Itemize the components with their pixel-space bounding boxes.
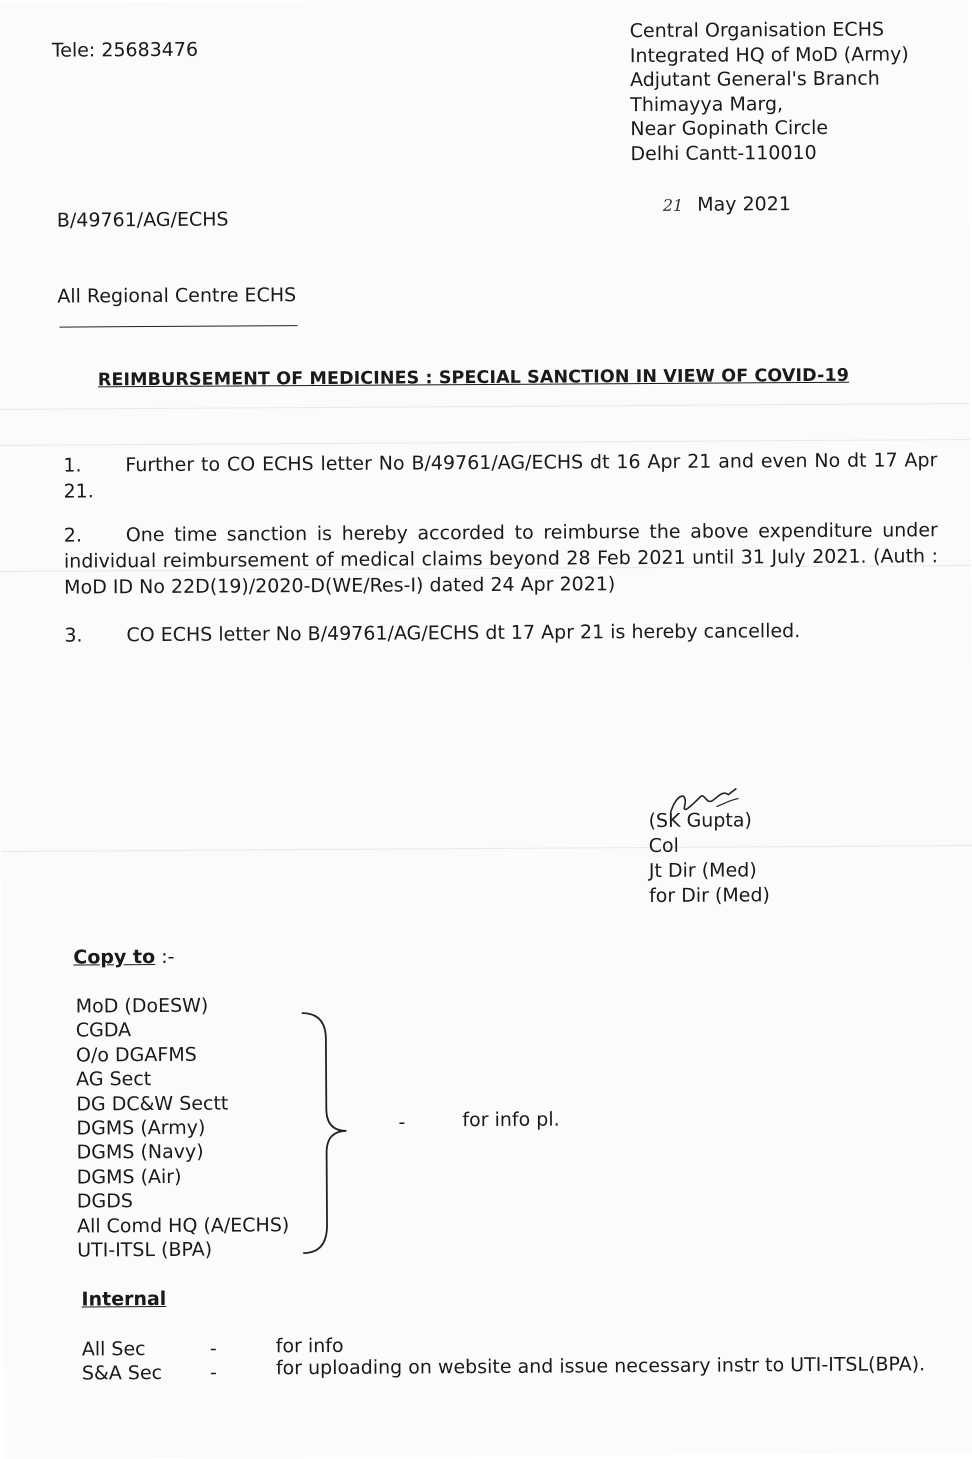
copy-to-title: Copy to	[73, 946, 156, 969]
internal-heading: Internal	[81, 1287, 167, 1311]
addressee: All Regional Centre ECHS	[57, 284, 297, 308]
signatory-name: (SK Gupta)	[648, 809, 752, 833]
signatory-for: for Dir (Med)	[648, 884, 771, 908]
list-item: DG DC&W Sectt	[76, 1092, 229, 1116]
list-item: DGMS (Navy)	[76, 1141, 204, 1164]
date-month-year: May 2021	[697, 193, 791, 216]
letter-date	[663, 192, 791, 218]
scan-artifact-line	[0, 439, 970, 446]
copy-to-heading	[73, 946, 174, 969]
paragraph-2	[64, 517, 938, 600]
paragraph-text: Further to CO ECHS letter No B/49761/AG/ECHS dt 16 Apr 21 and even No dt 17 Apr 21.	[63, 449, 938, 503]
signatory-designation: Jt Dir (Med)	[648, 859, 757, 883]
letter-subject: REIMBURSEMENT OF MEDICINES : SPECIAL SANCTION IN VIEW OF COVID-19	[97, 365, 850, 391]
list-item: O/o DGAFMS	[75, 1043, 197, 1067]
copy-to-suffix: :-	[155, 945, 175, 969]
list-item: All Comd HQ (A/ECHS)	[76, 1213, 290, 1238]
address-line: Thimayya Marg,	[630, 92, 784, 116]
paragraph-3	[64, 617, 938, 648]
address-line: Adjutant General's Branch	[629, 67, 880, 92]
list-item: DGMS (Air)	[76, 1165, 182, 1189]
copy-to-dash: -	[398, 1111, 406, 1134]
internal-row-name: S&A Sec	[81, 1361, 163, 1385]
address-line: Delhi Cantt-110010	[630, 141, 817, 165]
paragraph-text: One time sanction is hereby accorded to reimburse the above expenditure under individual reimbursement of medical claims beyond 28 Feb 2021 until 31 July 2021. (Auth : MoD ID No 22D(19)/2020-D(WE/Res-I) dated 24 Apr 2021)	[63, 519, 939, 599]
list-item: CGDA	[75, 1019, 132, 1042]
address-line: Near Gopinath Circle	[630, 116, 829, 141]
list-item: AG Sect	[76, 1068, 152, 1091]
copy-to-list	[76, 993, 290, 1263]
handwritten-day: 21	[662, 195, 684, 215]
paragraph-number: 2.	[63, 524, 83, 547]
internal-row-purpose: for info	[275, 1334, 344, 1358]
signatory-rank: Col	[648, 834, 679, 858]
list-item: DGMS (Army)	[76, 1116, 206, 1140]
signature-block	[648, 808, 770, 909]
paragraph-number: 3.	[64, 624, 83, 647]
internal-row-purpose: for uploading on website and issue necessary instr to UTI-ITSL(BPA).	[275, 1353, 926, 1380]
list-item: UTI-ITSL (BPA)	[77, 1238, 213, 1262]
list-item: MoD (DoESW)	[75, 994, 209, 1018]
internal-row-name: All Sec	[81, 1338, 146, 1361]
paragraph-number: 1.	[63, 454, 82, 477]
paragraph-1	[63, 447, 937, 504]
scan-artifact-line	[1, 845, 972, 852]
telephone-number: Tele: 25683476	[51, 38, 199, 62]
scan-artifact-line	[0, 403, 970, 410]
right-brace-icon	[298, 1009, 356, 1259]
internal-row-dash: -	[209, 1361, 217, 1384]
address-line: Central Organisation ECHS	[629, 18, 885, 43]
address-line: Integrated HQ of MoD (Army)	[629, 42, 909, 67]
paragraph-text: CO ECHS letter No B/49761/AG/ECHS dt 17 Apr 21 is hereby cancelled.	[126, 620, 801, 647]
list-item: DGDS	[76, 1190, 133, 1213]
copy-to-purpose: for info pl.	[462, 1108, 560, 1132]
reference-number: B/49761/AG/ECHS	[56, 208, 229, 232]
sender-address	[630, 17, 910, 166]
internal-row-dash: -	[209, 1337, 217, 1360]
addressee-underline	[60, 325, 298, 327]
